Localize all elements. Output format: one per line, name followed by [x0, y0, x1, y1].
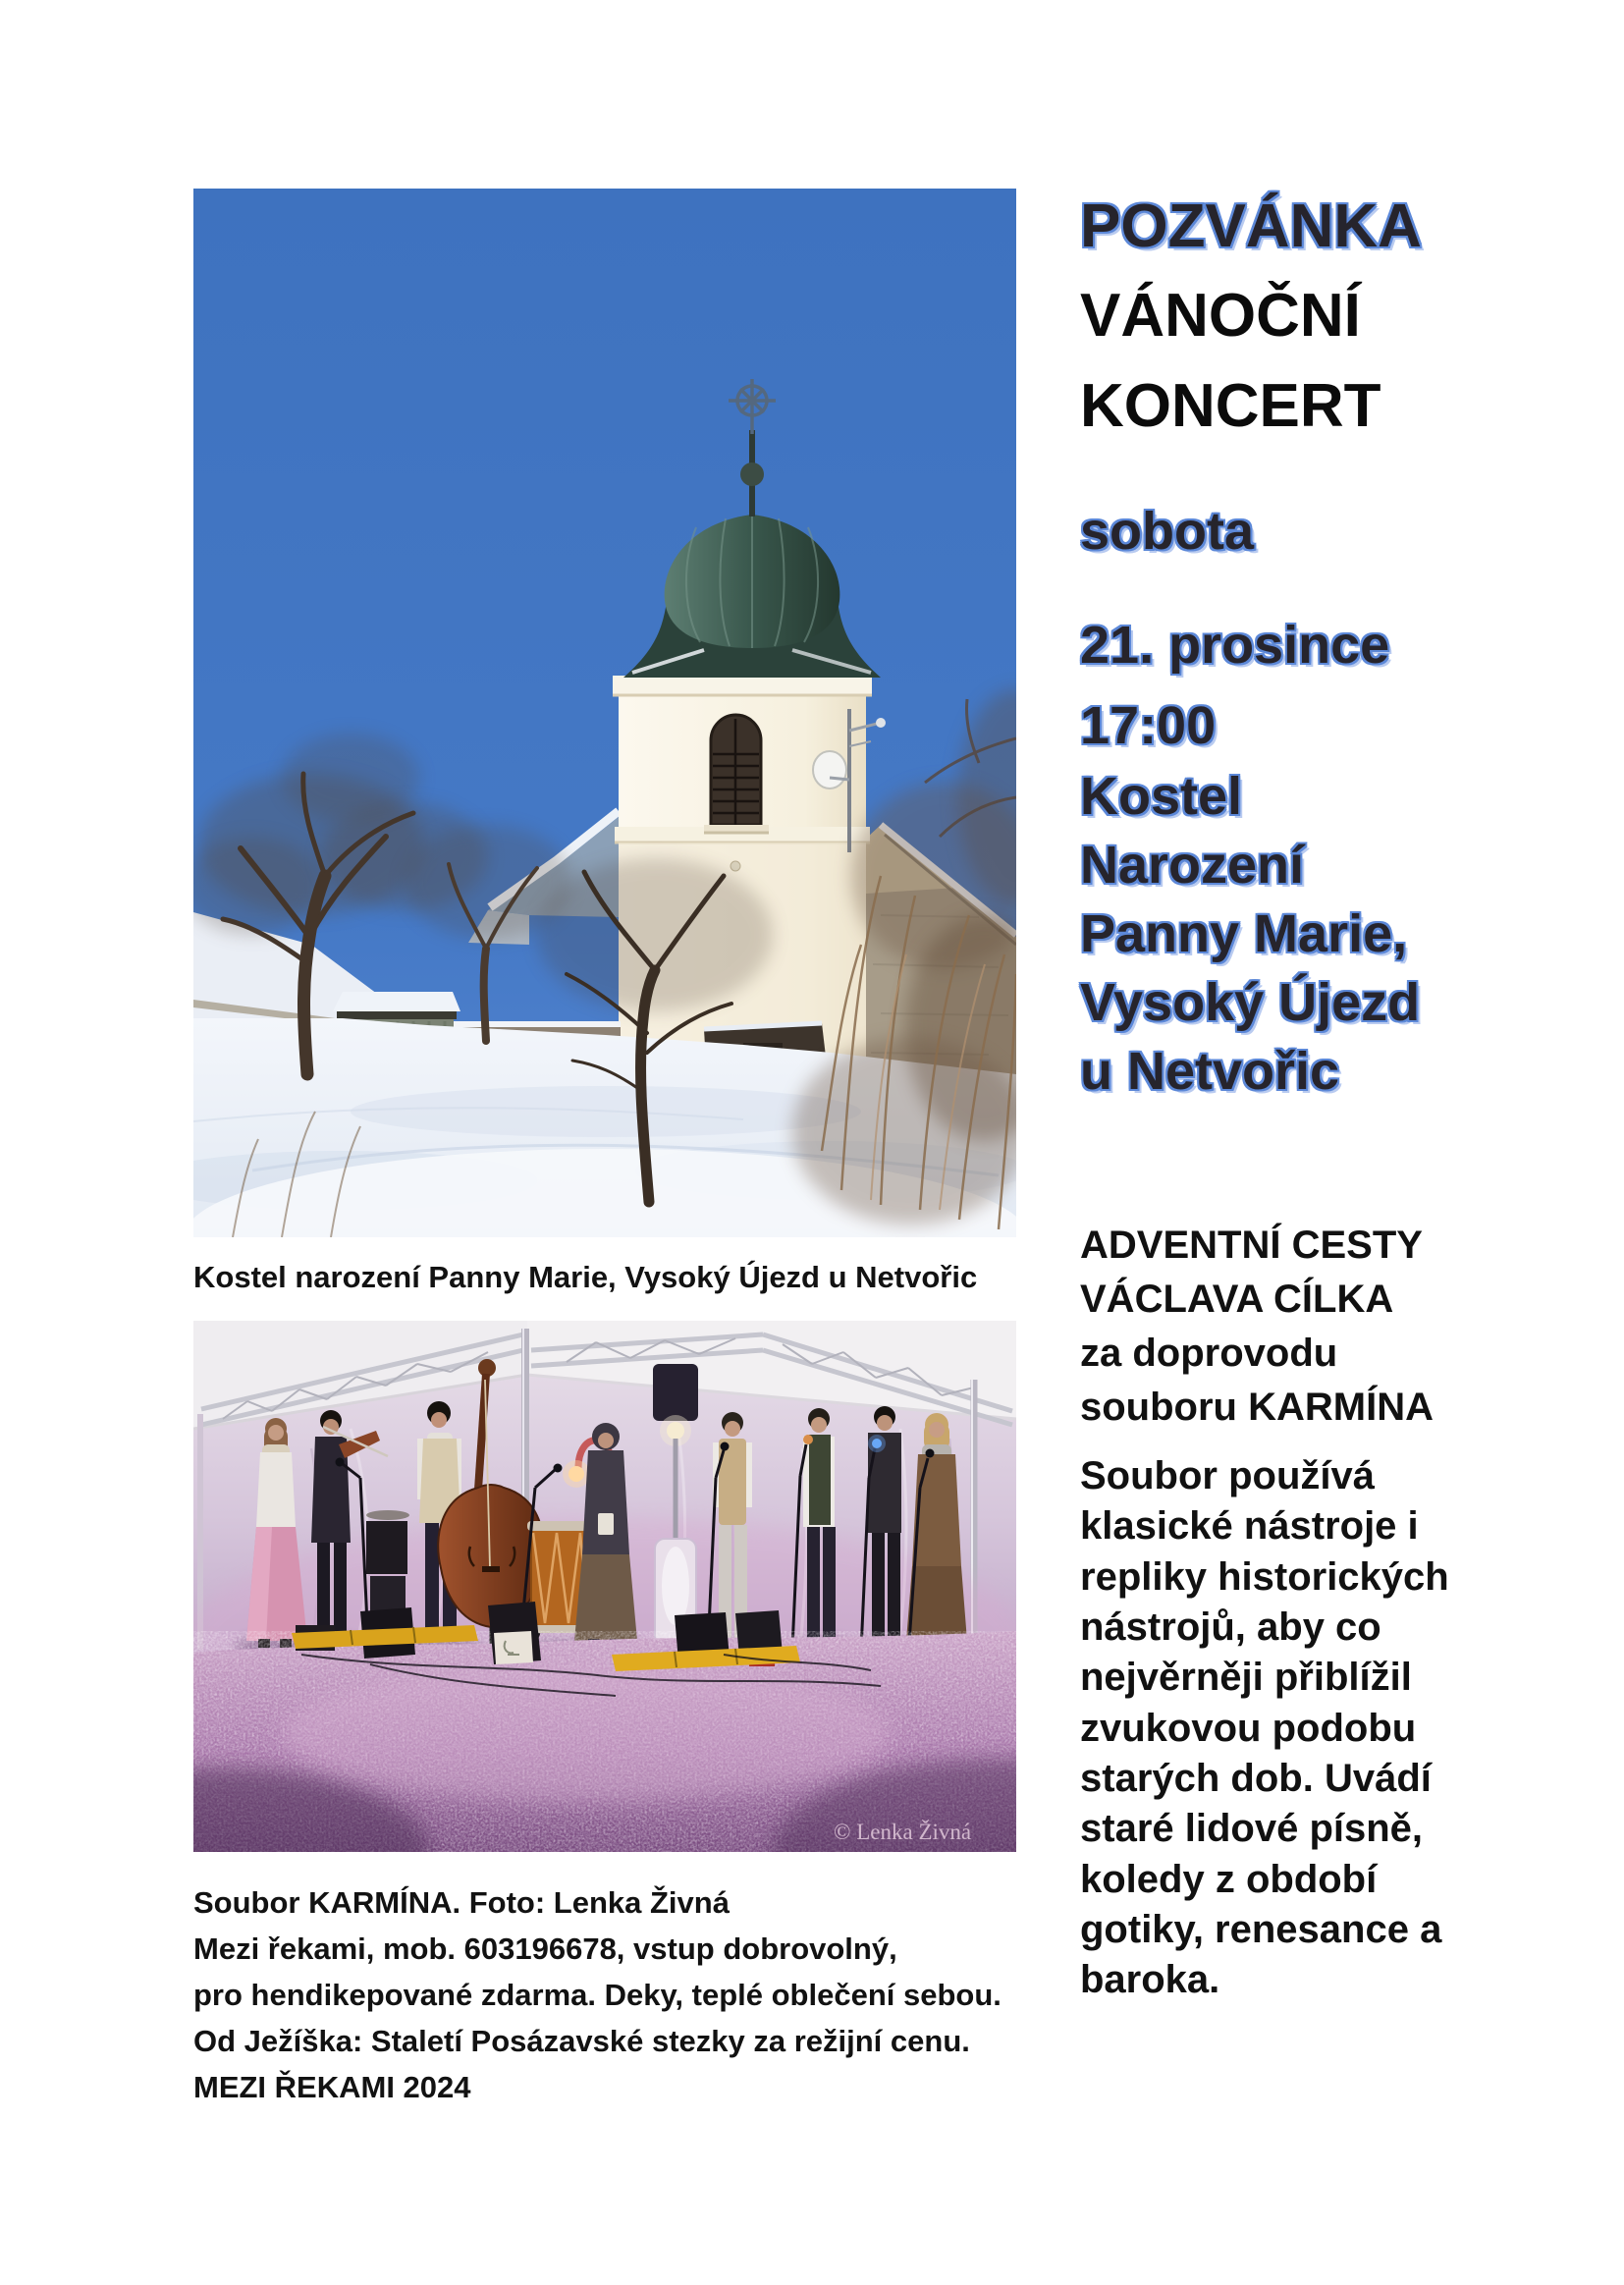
band-caption-block: [193, 1879, 1001, 2110]
venue-line: u Netvořic: [1080, 1042, 1340, 1101]
description-line: nástrojů, aby co: [1080, 1605, 1381, 1649]
church-photo-caption: Kostel narození Panny Marie, Vysoký Újezd u Netvořic: [193, 1260, 978, 1294]
venue-line: Kostel: [1080, 767, 1243, 826]
description-line: staré lidové písně,: [1080, 1807, 1424, 1850]
day-label: sobota: [1080, 502, 1255, 561]
description-line: zvukovou podobu: [1080, 1707, 1417, 1750]
venue-line: Vysoký Újezd: [1080, 973, 1421, 1032]
description-line: gotiky, renesance a: [1080, 1908, 1442, 1951]
description-line: repliky historických: [1080, 1555, 1449, 1599]
description-line: baroka.: [1080, 1958, 1220, 2001]
title-vanocni: VÁNOČNÍ: [1080, 282, 1361, 350]
date-label: 21. prosince: [1080, 616, 1390, 675]
description-line: klasické nástroje i: [1080, 1504, 1419, 1548]
program-line: souboru KARMÍNA: [1080, 1386, 1434, 1429]
title-pozvanka: POZVÁNKA: [1080, 192, 1422, 260]
band-caption-line: Od Ježíška: Staletí Posázavské stezky za režijní cenu.: [193, 2024, 970, 2058]
program-line: ADVENTNÍ CESTY: [1080, 1224, 1423, 1267]
photo-watermark: © Lenka Živná: [834, 1820, 972, 1844]
venue-line: Panny Marie,: [1080, 904, 1408, 963]
time-label: 17:00: [1080, 696, 1217, 755]
description-line: nejvěrněji přiblížil: [1080, 1656, 1412, 1699]
spire-finial: [740, 462, 764, 486]
satellite-dish: [813, 751, 846, 789]
description-line: Soubor používá: [1080, 1454, 1375, 1497]
band-caption-line: Soubor KARMÍNA. Foto: Lenka Živná: [193, 1885, 730, 1920]
band-caption-line: MEZI ŘEKAMI 2024: [193, 2070, 471, 2104]
church-photo: [193, 189, 1016, 1237]
program-line: VÁCLAVA CÍLKA: [1080, 1278, 1394, 1321]
program-line: za doprovodu: [1080, 1332, 1338, 1375]
band-photo: [193, 1321, 1016, 1852]
description-line: koledy z období: [1080, 1858, 1378, 1901]
venue-line: Narození: [1080, 836, 1305, 895]
band-caption-line: Mezi řekami, mob. 603196678, vstup dobrovolný,: [193, 1931, 897, 1966]
band-caption-line: pro hendikepované zdarma. Deky, teplé oblečení sebou.: [193, 1978, 1001, 2012]
description-line: starých dob. Uvádí: [1080, 1757, 1432, 1800]
title-koncert: KONCERT: [1080, 372, 1381, 440]
